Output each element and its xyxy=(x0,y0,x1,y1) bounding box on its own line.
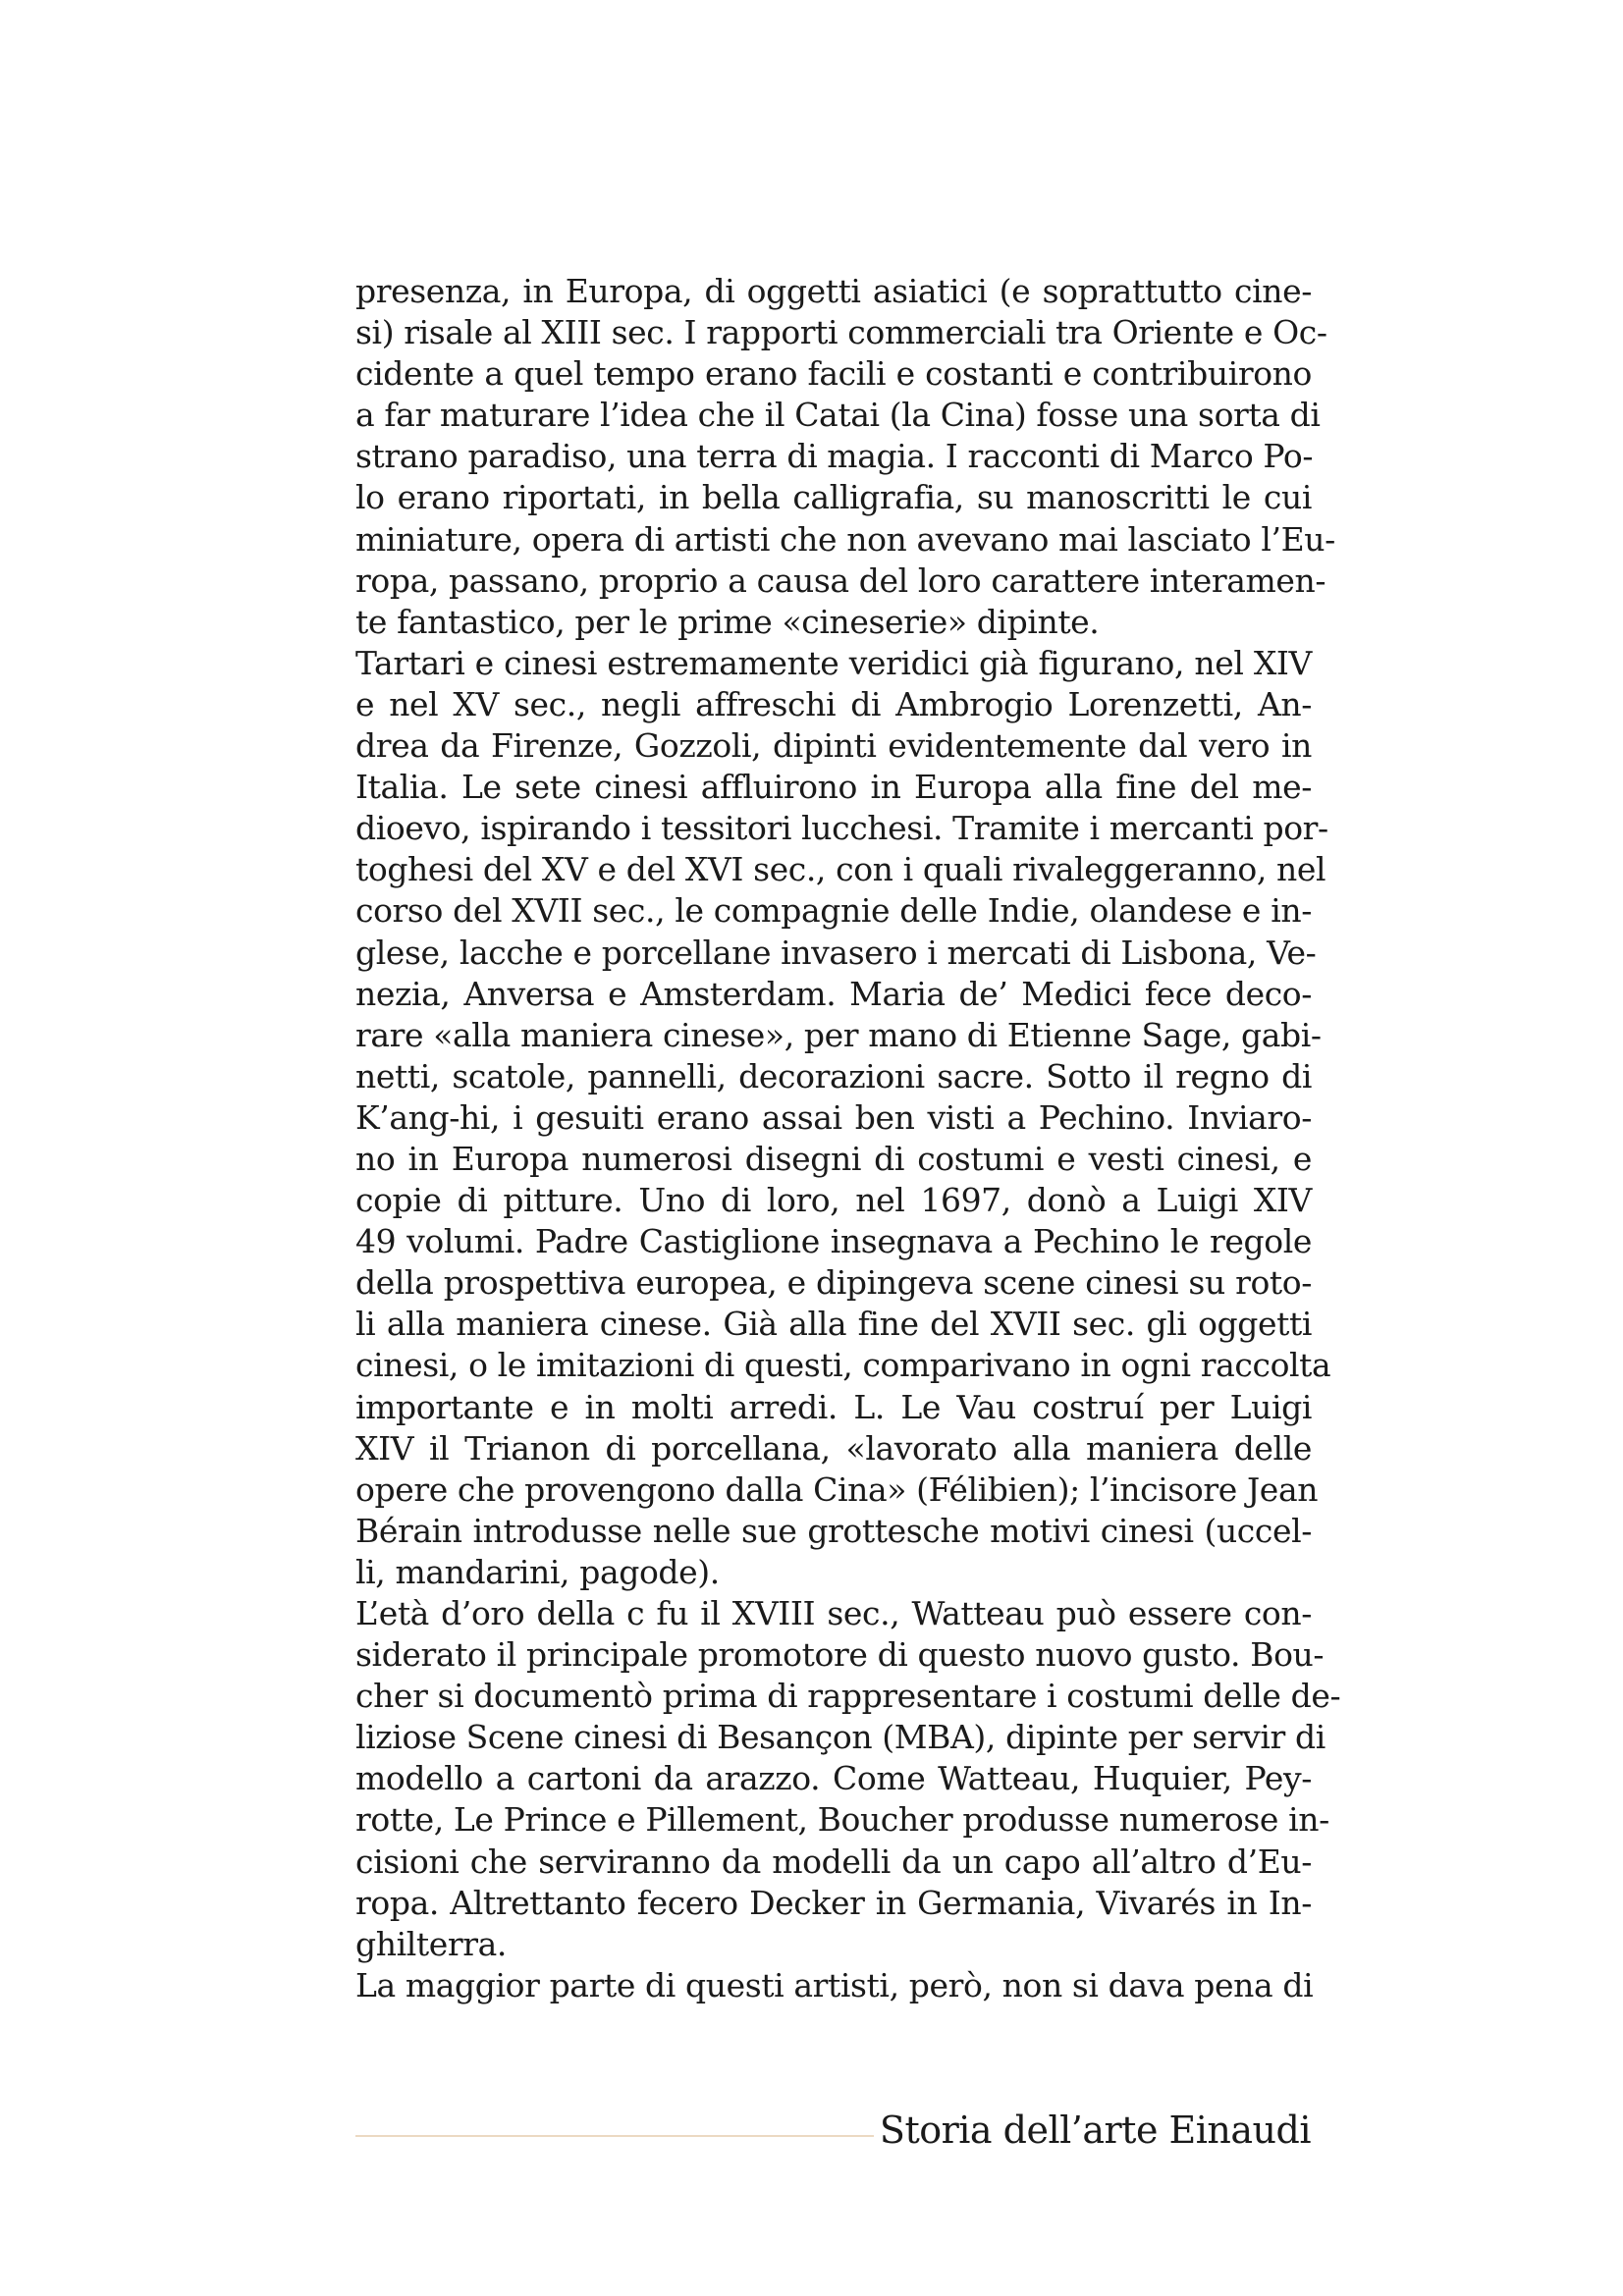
text-line: toghesi del XV e del XVI sec., con i quali rivaleggeranno, nel xyxy=(355,850,1326,889)
text-line: siderato il principale promotore di questo nuovo gusto. Bou- xyxy=(355,1635,1325,1675)
text-line: presenza, in Europa, di oggetti asiatici (e soprattutto cine- xyxy=(355,272,1312,310)
text-line: importante e in molti arredi. L. Le Vau costruí per Luigi xyxy=(355,1387,1312,1426)
text-line: te fantastico, per le prime «cineserie» dipinte. xyxy=(355,602,1100,641)
text-line: opere che provengono dalla Cina» (Félibien); l’incisore Jean xyxy=(355,1469,1319,1509)
text-line: ropa, passano, proprio a causa del loro carattere interamen- xyxy=(355,561,1326,600)
footer-rule xyxy=(355,2135,874,2137)
text-line: strano paradiso, una terra di magia. I racconti di Marco Po- xyxy=(355,437,1314,476)
text-line: dioevo, ispirando i tessitori lucchesi. Tramite i mercanti por- xyxy=(355,809,1328,848)
text-line: ghilterra. xyxy=(355,1924,507,1963)
text-line: rare «alla maniera cinese», per mano di Etienne Sage, gabi- xyxy=(355,1015,1322,1054)
text-line: Tartari e cinesi estremamente veridici già figurano, nel XIV xyxy=(355,643,1312,682)
text-line: K’ang-hi, i gesuiti erano assai ben visti a Pechino. Inviaro- xyxy=(355,1097,1312,1137)
text-line: lo erano riportati, in bella calligrafia, su manoscritti le cui xyxy=(355,478,1312,517)
text-line: cisioni che serviranno da modelli da un capo all’altro d’Eu- xyxy=(355,1842,1312,1881)
text-line: ropa. Altrettanto fecero Decker in Germania, Vivarés in In- xyxy=(355,1883,1312,1922)
text-line: nezia, Anversa e Amsterdam. Maria de’ Medici fece deco- xyxy=(355,974,1312,1013)
text-line: rotte, Le Prince e Pillement, Boucher produsse numerose in- xyxy=(355,1800,1329,1840)
text-line: corso del XVII sec., le compagnie delle Indie, olandese e in- xyxy=(355,891,1312,931)
text-line: L’età d’oro della c fu il XVIII sec., Watteau può essere con- xyxy=(355,1594,1312,1632)
text-line: cidente a quel tempo erano facili e costanti e contribuirono xyxy=(355,354,1312,394)
text-line: Bérain introdusse nelle sue grottesche motivi cinesi (uccel- xyxy=(355,1511,1312,1550)
text-line: XIV il Trianon di porcellana, «lavorato alla maniera delle xyxy=(355,1428,1312,1468)
text-line: miniature, opera di artisti che non avevano mai lasciato l’Eu- xyxy=(355,519,1335,559)
text-line: La maggior parte di questi artisti, però, non si dava pena di xyxy=(355,1965,1314,2004)
text-line: Italia. Le sete cinesi affluirono in Europa alla fine del me- xyxy=(355,768,1312,807)
text-line: no in Europa numerosi disegni di costumi e vesti cinesi, e xyxy=(355,1139,1312,1178)
text-line: li, mandarini, pagode). xyxy=(355,1552,720,1591)
text-line: cher si documentò prima di rappresentare i costumi delle de- xyxy=(355,1677,1341,1716)
article-body xyxy=(355,271,1341,2006)
text-line: modello a cartoni da arazzo. Come Watteau, Huquier, Pey- xyxy=(355,1759,1312,1798)
text-line: liziose Scene cinesi di Besançon (MBA), dipinte per servir di xyxy=(355,1718,1325,1757)
text-line: a far maturare l’idea che il Catai (la Cina) fosse una sorta di xyxy=(355,396,1321,435)
text-line: li alla maniera cinese. Già alla fine del XVII sec. gli oggetti xyxy=(355,1305,1312,1344)
text-line: della prospettiva europea, e dipingeva scene cinesi su roto- xyxy=(355,1263,1312,1303)
text-line: e nel XV sec., negli affreschi di Ambrogio Lorenzetti, An- xyxy=(355,684,1312,723)
text-line: netti, scatole, pannelli, decorazioni sacre. Sotto il regno di xyxy=(355,1056,1312,1095)
text-line: 49 volumi. Padre Castiglione insegnava a Pechino le regole xyxy=(355,1222,1312,1261)
text-line: glese, lacche e porcellane invasero i mercati di Lisbona, Ve- xyxy=(355,933,1317,972)
footer-title: Storia dell’arte Einaudi xyxy=(879,2109,1311,2152)
text-line: si) risale al XIII sec. I rapporti commerciali tra Oriente e Oc- xyxy=(355,313,1327,352)
text-line: cinesi, o le imitazioni di questi, comparivano in ogni raccolta xyxy=(355,1346,1331,1385)
text-line: drea da Firenze, Gozzoli, dipinti evidentemente dal vero in xyxy=(355,726,1312,766)
text-line: copie di pitture. Uno di loro, nel 1697, donò a Luigi XIV xyxy=(355,1181,1312,1220)
